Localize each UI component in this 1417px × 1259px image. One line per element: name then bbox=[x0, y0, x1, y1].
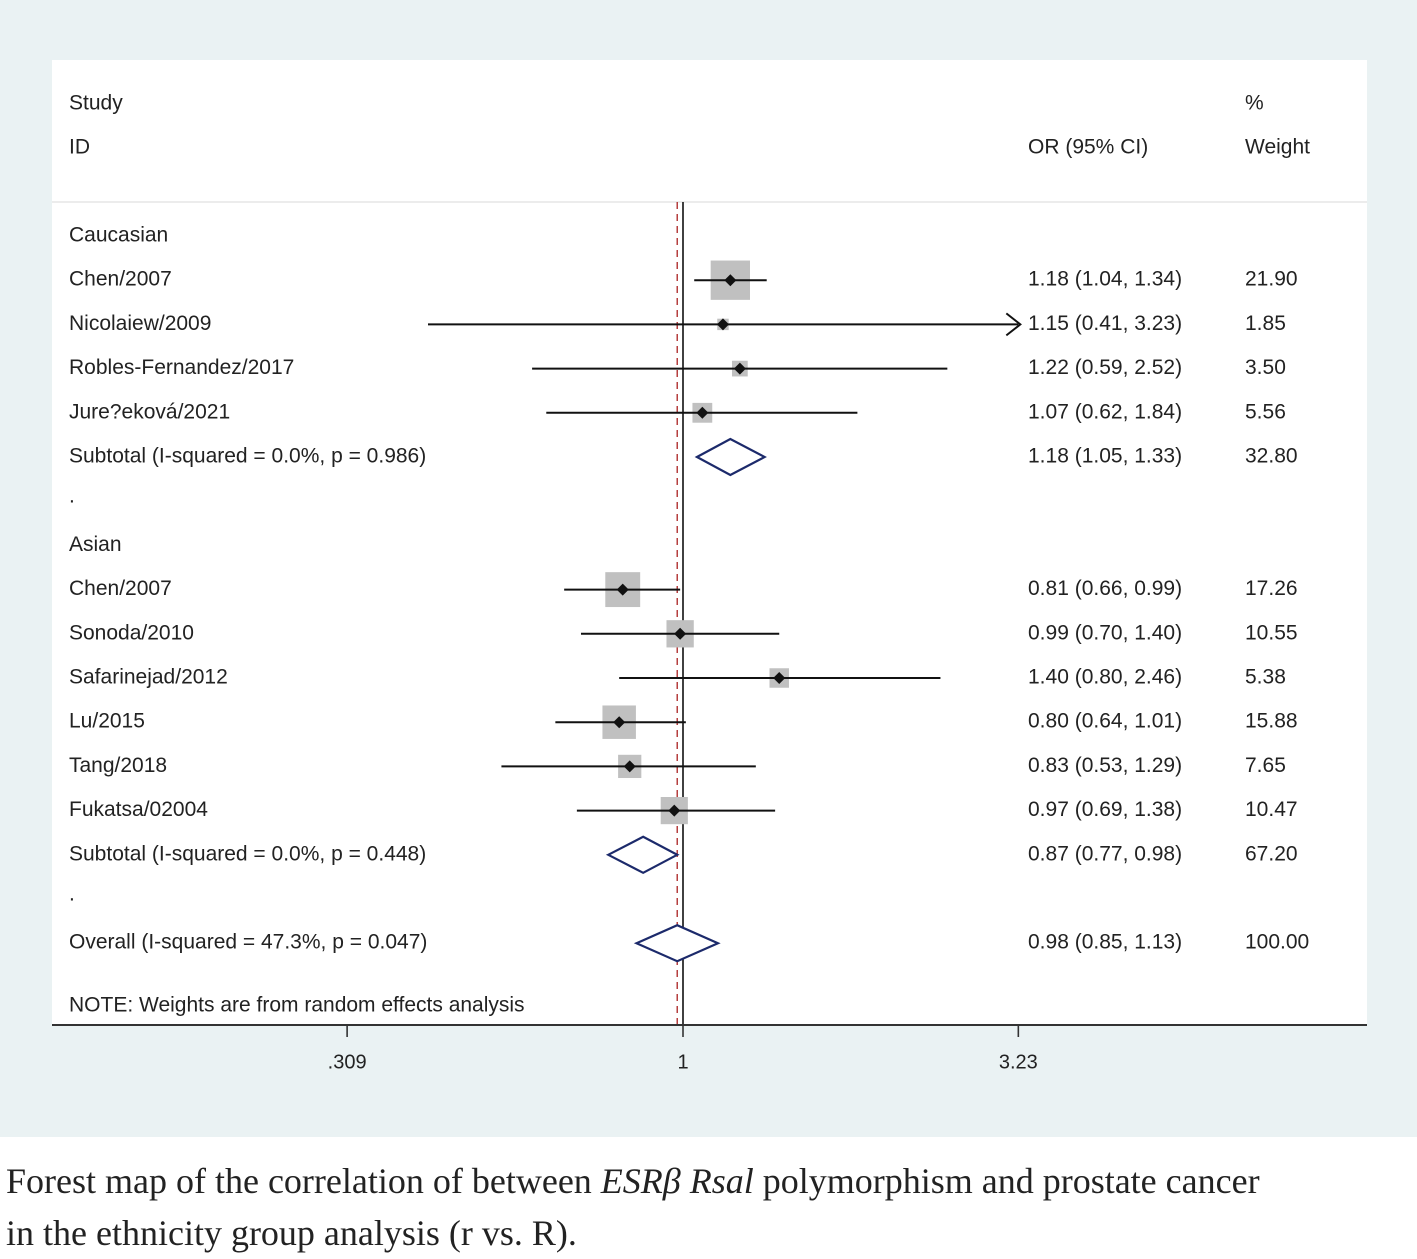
study-label: Chen/2007 bbox=[69, 577, 172, 601]
study-rows bbox=[69, 224, 1309, 1017]
weight-text: 32.80 bbox=[1245, 444, 1298, 468]
or-ci-text: 0.99 (0.70, 1.40) bbox=[1028, 621, 1183, 645]
or-ci-text: 0.97 (0.69, 1.38) bbox=[1028, 798, 1183, 822]
caption-line-2: in the ethnicity group analysis (r vs. R). bbox=[6, 1213, 577, 1253]
spacer-dot: . bbox=[69, 484, 75, 508]
forest-plot-area bbox=[52, 60, 1367, 1074]
figure-caption bbox=[6, 1155, 1411, 1259]
caption-text-start: Forest map of the correlation of between bbox=[6, 1161, 601, 1201]
study-label: Nicolaiew/2009 bbox=[69, 311, 212, 335]
reference-lines bbox=[677, 202, 683, 1025]
group-label: Caucasian bbox=[69, 223, 169, 247]
weight-text: 21.90 bbox=[1245, 267, 1298, 291]
pooled-diamond bbox=[697, 439, 765, 475]
study-label: Robles-Fernandez/2017 bbox=[69, 356, 295, 380]
study-label: Tang/2018 bbox=[69, 753, 168, 777]
weights-note: NOTE: Weights are from random effects analysis bbox=[69, 993, 525, 1017]
weight-text: 100.00 bbox=[1245, 930, 1310, 954]
subtotal-label: Subtotal (I-squared = 0.0%, p = 0.448) bbox=[69, 842, 427, 866]
spacer-dot: . bbox=[69, 882, 75, 906]
study-label: Sonoda/2010 bbox=[69, 621, 194, 645]
header-or-ci: OR (95% CI) bbox=[1028, 135, 1149, 159]
pooled-diamond bbox=[637, 925, 718, 961]
pooled-diamond bbox=[608, 837, 677, 873]
row-overall bbox=[69, 925, 1309, 961]
header-group bbox=[52, 92, 1367, 202]
overall-label: Overall (I-squared = 47.3%, p = 0.047) bbox=[69, 930, 428, 954]
x-axis bbox=[52, 1025, 1367, 1073]
caption-gene-name: ESRβ Rsal bbox=[600, 1161, 754, 1201]
header-percent: % bbox=[1245, 91, 1264, 115]
weight-text: 67.20 bbox=[1245, 842, 1298, 866]
x-tick-label: 3.23 bbox=[998, 1051, 1038, 1074]
row-group bbox=[69, 533, 122, 556]
row-group bbox=[69, 224, 168, 247]
weight-text: 10.47 bbox=[1245, 798, 1298, 822]
row-spacer bbox=[69, 485, 75, 508]
or-ci-text: 0.87 (0.77, 0.98) bbox=[1028, 842, 1183, 866]
row-study bbox=[69, 620, 1298, 647]
study-label: Lu/2015 bbox=[69, 709, 145, 733]
or-ci-text: 1.07 (0.62, 1.84) bbox=[1028, 400, 1183, 424]
study-label: Fukatsa/02004 bbox=[69, 798, 208, 822]
row-spacer bbox=[69, 883, 75, 906]
study-label: Chen/2007 bbox=[69, 267, 172, 291]
x-tick-label: .309 bbox=[327, 1051, 367, 1074]
or-ci-text: 1.15 (0.41, 3.23) bbox=[1028, 311, 1183, 335]
weight-text: 3.50 bbox=[1245, 356, 1286, 380]
weight-text: 1.85 bbox=[1245, 311, 1286, 335]
subtotal-label: Subtotal (I-squared = 0.0%, p = 0.986) bbox=[69, 444, 427, 468]
x-tick-label: 1 bbox=[677, 1051, 689, 1074]
study-label: Jure?eková/2021 bbox=[69, 400, 231, 424]
weight-text: 5.56 bbox=[1245, 400, 1286, 424]
row-study bbox=[69, 797, 1298, 824]
or-ci-text: 0.83 (0.53, 1.29) bbox=[1028, 753, 1183, 777]
or-ci-text: 0.80 (0.64, 1.01) bbox=[1028, 709, 1183, 733]
weight-text: 7.65 bbox=[1245, 753, 1286, 777]
or-ci-text: 0.81 (0.66, 0.99) bbox=[1028, 577, 1183, 601]
weight-text: 15.88 bbox=[1245, 709, 1298, 733]
header-study: Study bbox=[69, 91, 123, 115]
weight-text: 5.38 bbox=[1245, 665, 1286, 689]
or-ci-text: 1.22 (0.59, 2.52) bbox=[1028, 356, 1183, 380]
header-weight: Weight bbox=[1245, 135, 1310, 159]
header-id: ID bbox=[69, 135, 90, 159]
caption-text-end: polymorphism and prostate cancer bbox=[753, 1161, 1260, 1201]
caption-line-1 bbox=[6, 1155, 1411, 1207]
group-label: Asian bbox=[69, 532, 122, 556]
study-label: Safarinejad/2012 bbox=[69, 665, 228, 689]
forest-plot bbox=[52, 60, 1367, 1137]
weight-text: 10.55 bbox=[1245, 621, 1298, 645]
or-ci-text: 1.18 (1.04, 1.34) bbox=[1028, 267, 1183, 291]
weight-text: 17.26 bbox=[1245, 577, 1298, 601]
or-ci-text: 0.98 (0.85, 1.13) bbox=[1028, 930, 1183, 954]
or-ci-text: 1.18 (1.05, 1.33) bbox=[1028, 444, 1183, 468]
or-ci-text: 1.40 (0.80, 2.46) bbox=[1028, 665, 1183, 689]
